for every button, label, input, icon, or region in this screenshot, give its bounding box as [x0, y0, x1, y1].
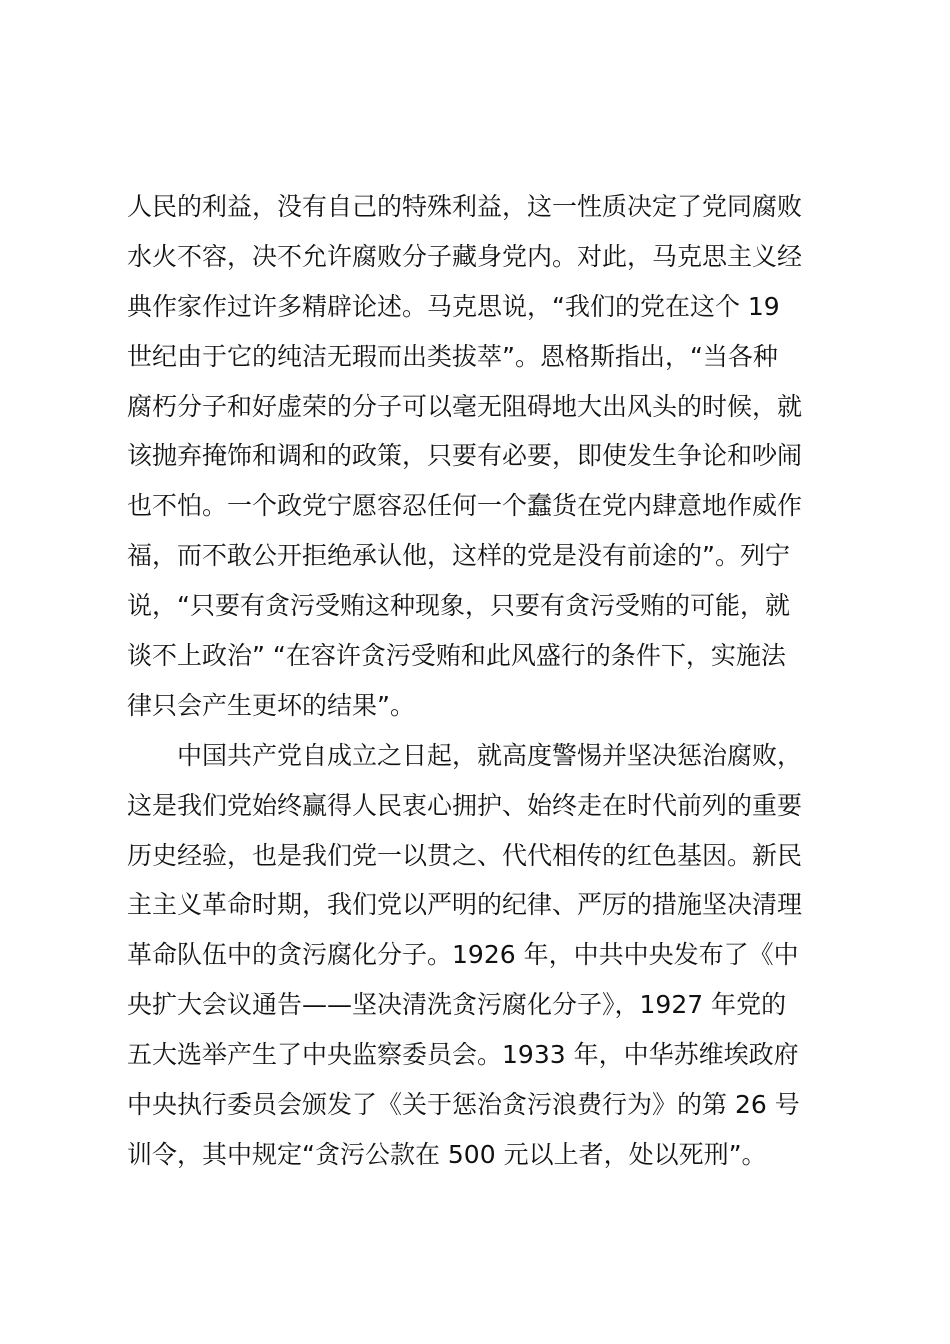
- text-line: 历史经验，也是我们党一以贯之、代代相传的红色基因。新民: [127, 840, 803, 870]
- body-text: [127, 182, 847, 1180]
- text-line: 福，而不敢公开拒绝承认他，这样的党是没有前途的”。列宁: [127, 541, 790, 571]
- text-line: 该抛弃掩饰和调和的政策，只要有必要，即使发生争论和吵闹: [127, 441, 803, 471]
- text-line: 腐朽分子和好虚荣的分子可以毫无阻碍地大出风头的时候，就: [127, 391, 803, 421]
- text-line: 主主义革命时期，我们党以严明的纪律、严厉的措施坚决清理: [127, 890, 803, 920]
- text-line: 也不怕。一个政党宁愿容忍任何一个蠢货在党内肆意地作威作: [127, 491, 803, 521]
- text-line: 说，“只要有贪污受贿这种现象，只要有贪污受贿的可能，就: [127, 591, 790, 621]
- text-line: 革命队伍中的贪污腐化分子。1926 年，中共中央发布了《中: [127, 940, 799, 970]
- text-line: 央扩大会议通告——坚决清洗贪污腐化分子》，1927 年党的: [127, 990, 787, 1020]
- text-line: 人民的利益，没有自己的特殊利益，这一性质决定了党同腐败: [127, 192, 803, 221]
- text-line: 这是我们党始终赢得人民衷心拥护、始终走在时代前列的重要: [127, 790, 803, 820]
- text-line: 律只会产生更坏的结果”。: [127, 690, 415, 720]
- text-line: 训令，其中规定“贪污公款在 500 元以上者，处以死刑”。: [127, 1139, 767, 1169]
- text-line: 中央执行委员会颁发了《关于惩治贪污浪费行为》的第 26 号: [127, 1090, 800, 1120]
- text-line: 五大选举产生了中央监察委员会。1933 年，中华苏维埃政府: [127, 1040, 799, 1070]
- text-line: 世纪由于它的纯洁无瑕而出类拔萃”。恩格斯指出，“当各种: [127, 341, 778, 371]
- text-line: 水火不容，决不允许腐败分子藏身党内。对此，马克思主义经: [127, 241, 803, 271]
- text-line: 典作家作过许多精辟论述。马克思说，“我们的党在这个 19: [127, 291, 780, 321]
- paragraph-first-line: 中国共产党自成立之日起，就高度警惕并坚决惩治腐败，: [177, 740, 803, 770]
- text-line: 谈不上政治” “在容许贪污受贿和此风盛行的条件下，实施法: [127, 641, 786, 671]
